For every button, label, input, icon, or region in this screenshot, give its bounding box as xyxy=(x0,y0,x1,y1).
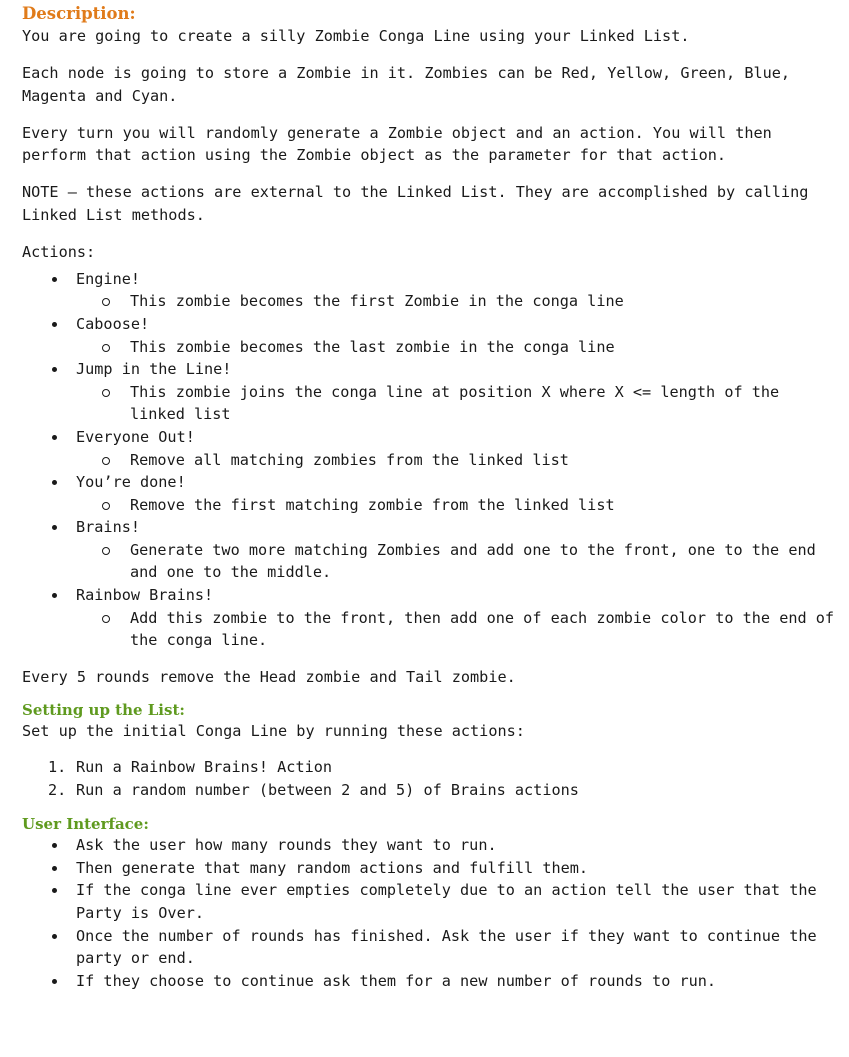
note-paragraph: NOTE – these actions are external to the Linked List. They are accomplished by calling Linked List methods. xyxy=(22,183,809,225)
ui-item: If they choose to continue ask them for a new number of rounds to run. xyxy=(22,970,837,993)
turn-paragraph: Every turn you will randomly generate a Zombie object and an action. You will then perform that action using the Zombie object as the parameter for that action. xyxy=(22,123,772,165)
action-item xyxy=(22,584,837,652)
action-item xyxy=(22,268,837,313)
action-name: Engine! xyxy=(76,269,141,288)
action-item xyxy=(22,358,837,426)
action-item xyxy=(22,426,837,471)
actions-list xyxy=(22,268,837,652)
action-detail: Generate two more matching Zombies and add one to the front, one to the end and one to the middle. xyxy=(76,539,837,584)
setup-heading: Setting up the List: xyxy=(22,701,185,720)
action-name: Rainbow Brains! xyxy=(76,586,214,605)
ui-item: Ask the user how many rounds they want to run. xyxy=(22,834,837,857)
actions-label: Actions: xyxy=(22,243,96,262)
zombie-colors-paragraph: Each node is going to store a Zombie in it. Zombies can be Red, Yellow, Green, Blue, Magenta and Cyan. xyxy=(22,64,791,105)
ui-item: If the conga line ever empties completely due to an action tell the user that the Party is Over. xyxy=(22,879,837,924)
action-name: You’re done! xyxy=(76,473,186,492)
action-item xyxy=(22,516,837,584)
user-interface-heading: User Interface: xyxy=(22,815,149,834)
action-name: Everyone Out! xyxy=(76,427,195,446)
action-item xyxy=(22,313,837,358)
action-name: Caboose! xyxy=(76,314,150,333)
setup-steps-list xyxy=(22,756,837,801)
step-text: Run a Rainbow Brains! Action xyxy=(76,758,333,777)
intro-paragraph: You are going to create a silly Zombie Conga Line using your Linked List. xyxy=(22,27,690,45)
action-name: Brains! xyxy=(76,518,141,537)
action-name: Jump in the Line! xyxy=(76,360,232,379)
action-item xyxy=(22,471,837,516)
action-detail: This zombie becomes the first Zombie in the conga line xyxy=(76,290,837,313)
action-detail: Add this zombie to the front, then add one of each zombie color to the end of the conga line. xyxy=(76,607,837,652)
step-number: 2. xyxy=(48,780,67,799)
setup-step xyxy=(22,756,837,779)
step-number: 1. xyxy=(48,758,67,777)
description-heading: Description: xyxy=(22,4,136,23)
action-detail: Remove the first matching zombie from the linked list xyxy=(76,494,837,517)
action-detail: This zombie becomes the last zombie in the conga line xyxy=(76,336,837,359)
action-detail: This zombie joins the conga line at position X where X <= length of the linked list xyxy=(76,381,837,426)
every-five-rounds-paragraph: Every 5 rounds remove the Head zombie and Tail zombie. xyxy=(22,667,516,686)
setup-intro: Set up the initial Conga Line by running these actions: xyxy=(22,722,525,741)
ui-item: Once the number of rounds has finished. Ask the user if they want to continue the party or end. xyxy=(22,925,837,970)
assignment-document xyxy=(22,4,837,992)
action-detail: Remove all matching zombies from the linked list xyxy=(76,449,837,472)
step-text: Run a random number (between 2 and 5) of Brains actions xyxy=(76,780,579,799)
setup-step xyxy=(22,779,837,802)
user-interface-list xyxy=(22,834,837,992)
ui-item: Then generate that many random actions and fulfill them. xyxy=(22,857,837,880)
